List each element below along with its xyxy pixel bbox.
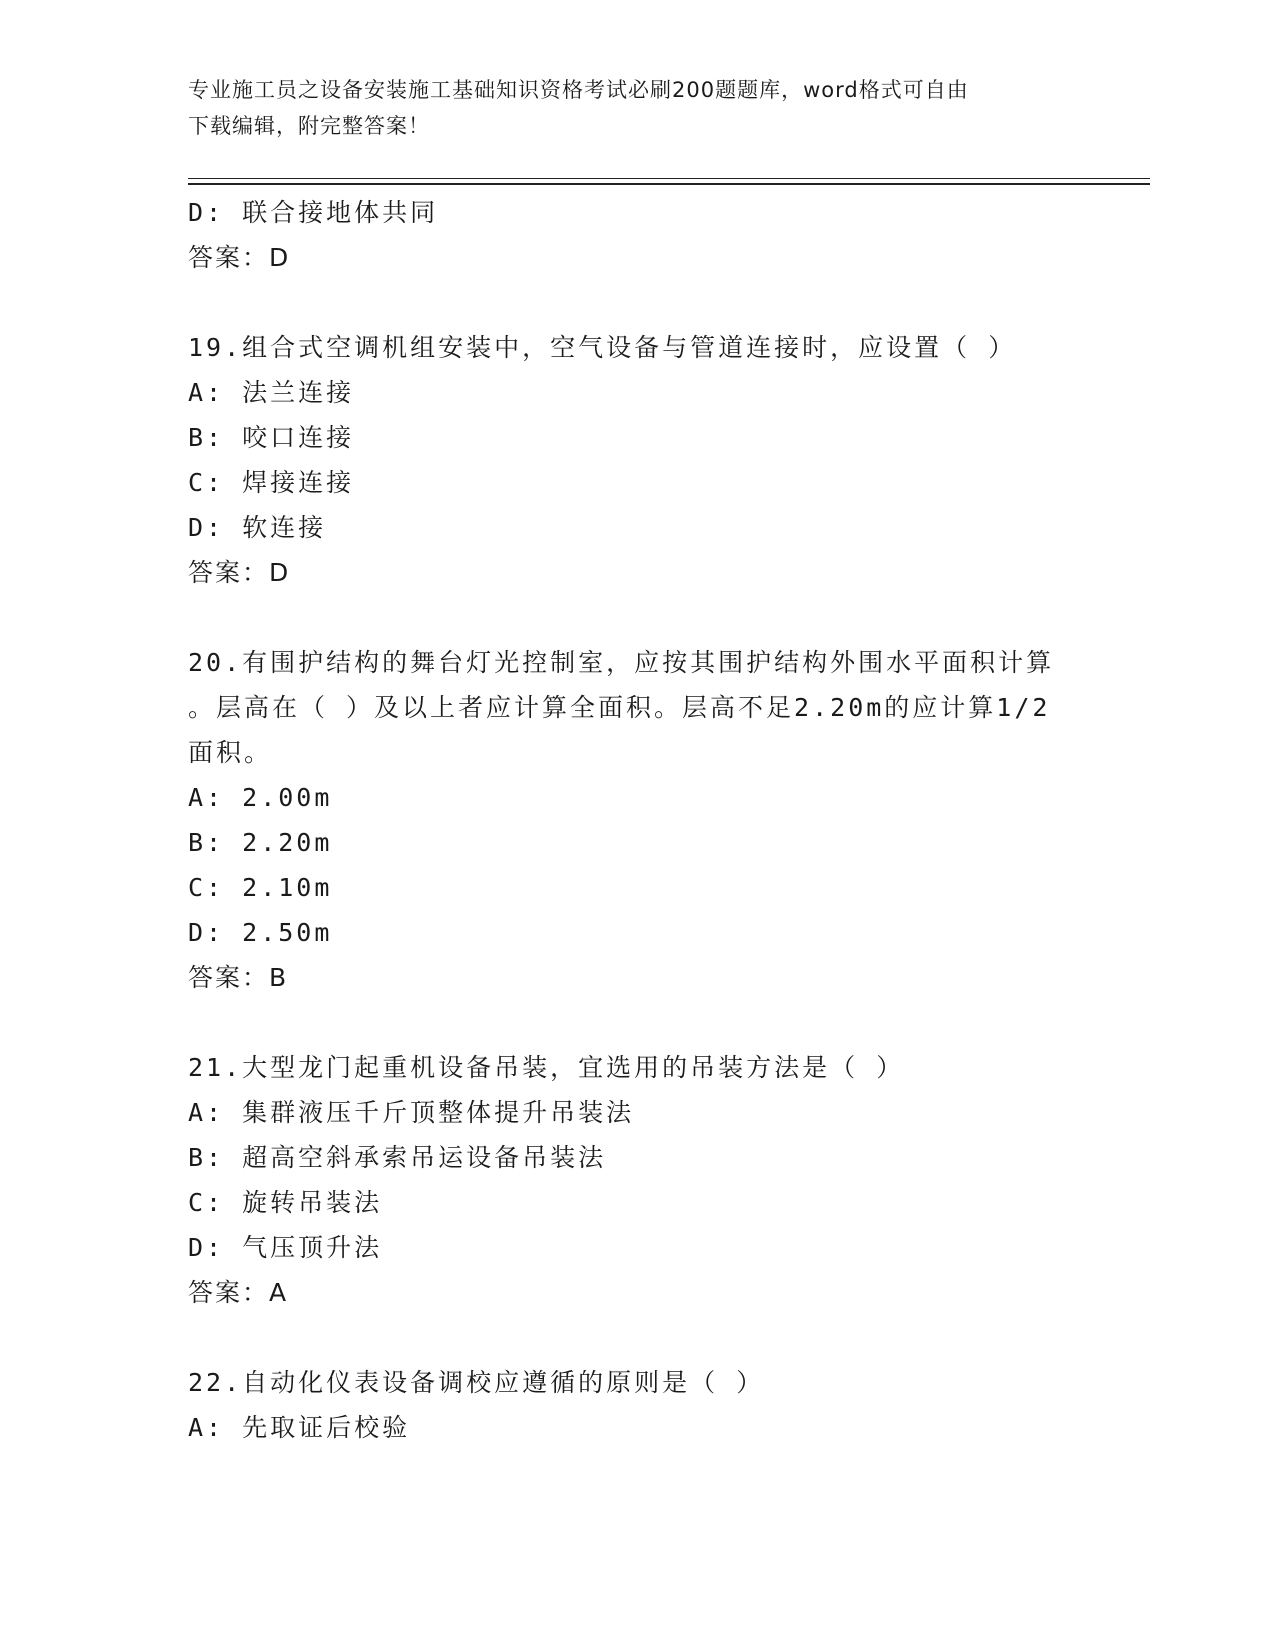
- q21-option-d: D: 气压顶升法: [188, 1233, 383, 1262]
- q18-answer: 答案：D: [188, 243, 291, 272]
- q18-option-d: D: 联合接地体共同: [188, 198, 439, 227]
- spacer: [188, 280, 1088, 325]
- q19-answer: 答案：D: [188, 558, 291, 587]
- q21-answer: 答案：A: [188, 1278, 289, 1307]
- q20-answer: 答案：B: [188, 963, 289, 992]
- q21-stem: 21.大型龙门起重机设备吊装，宜选用的吊装方法是（ ）: [188, 1053, 905, 1082]
- q20-option-a: A: 2.00m: [188, 783, 333, 812]
- q19-option-a: A: 法兰连接: [188, 378, 355, 407]
- header-divider-bottom: [188, 183, 1150, 185]
- q22-stem: 22.自动化仪表设备调校应遵循的原则是（ ）: [188, 1368, 765, 1397]
- spacer: [188, 1315, 1088, 1360]
- q22-option-a: A: 先取证后校验: [188, 1413, 411, 1442]
- q20-stem-line-2: 。层高在（ ）及以上者应计算全面积。层高不足2.20m的应计算1/2: [188, 693, 1051, 722]
- q19-stem: 19.组合式空调机组安装中，空气设备与管道连接时，应设置（ ）: [188, 333, 1017, 362]
- header-line-1: 专业施工员之设备安装施工基础知识资格考试必刷200题题库，word格式可自由: [188, 78, 969, 102]
- question-list: [188, 190, 1088, 1450]
- q21-option-c: C: 旋转吊装法: [188, 1188, 383, 1217]
- q19-option-c: C: 焊接连接: [188, 468, 355, 497]
- q20-option-c: C: 2.10m: [188, 873, 333, 902]
- q20-option-b: B: 2.20m: [188, 828, 333, 857]
- spacer: [188, 595, 1088, 640]
- document-header: [188, 72, 1088, 144]
- q19-option-d: D: 软连接: [188, 513, 327, 542]
- header-line-2: 下载编辑，附完整答案！: [188, 114, 430, 138]
- q20-stem-line-1: 20.有围护结构的舞台灯光控制室，应按其围护结构外围水平面积计算: [188, 648, 1055, 677]
- q20-stem-line-3: 面积。: [188, 738, 273, 767]
- q19-option-b: B: 咬口连接: [188, 423, 355, 452]
- spacer: [188, 1000, 1088, 1045]
- q21-option-a: A: 集群液压千斤顶整体提升吊装法: [188, 1098, 635, 1127]
- q20-option-d: D: 2.50m: [188, 918, 333, 947]
- q21-option-b: B: 超高空斜承索吊运设备吊装法: [188, 1143, 607, 1172]
- header-divider-top: [188, 178, 1150, 179]
